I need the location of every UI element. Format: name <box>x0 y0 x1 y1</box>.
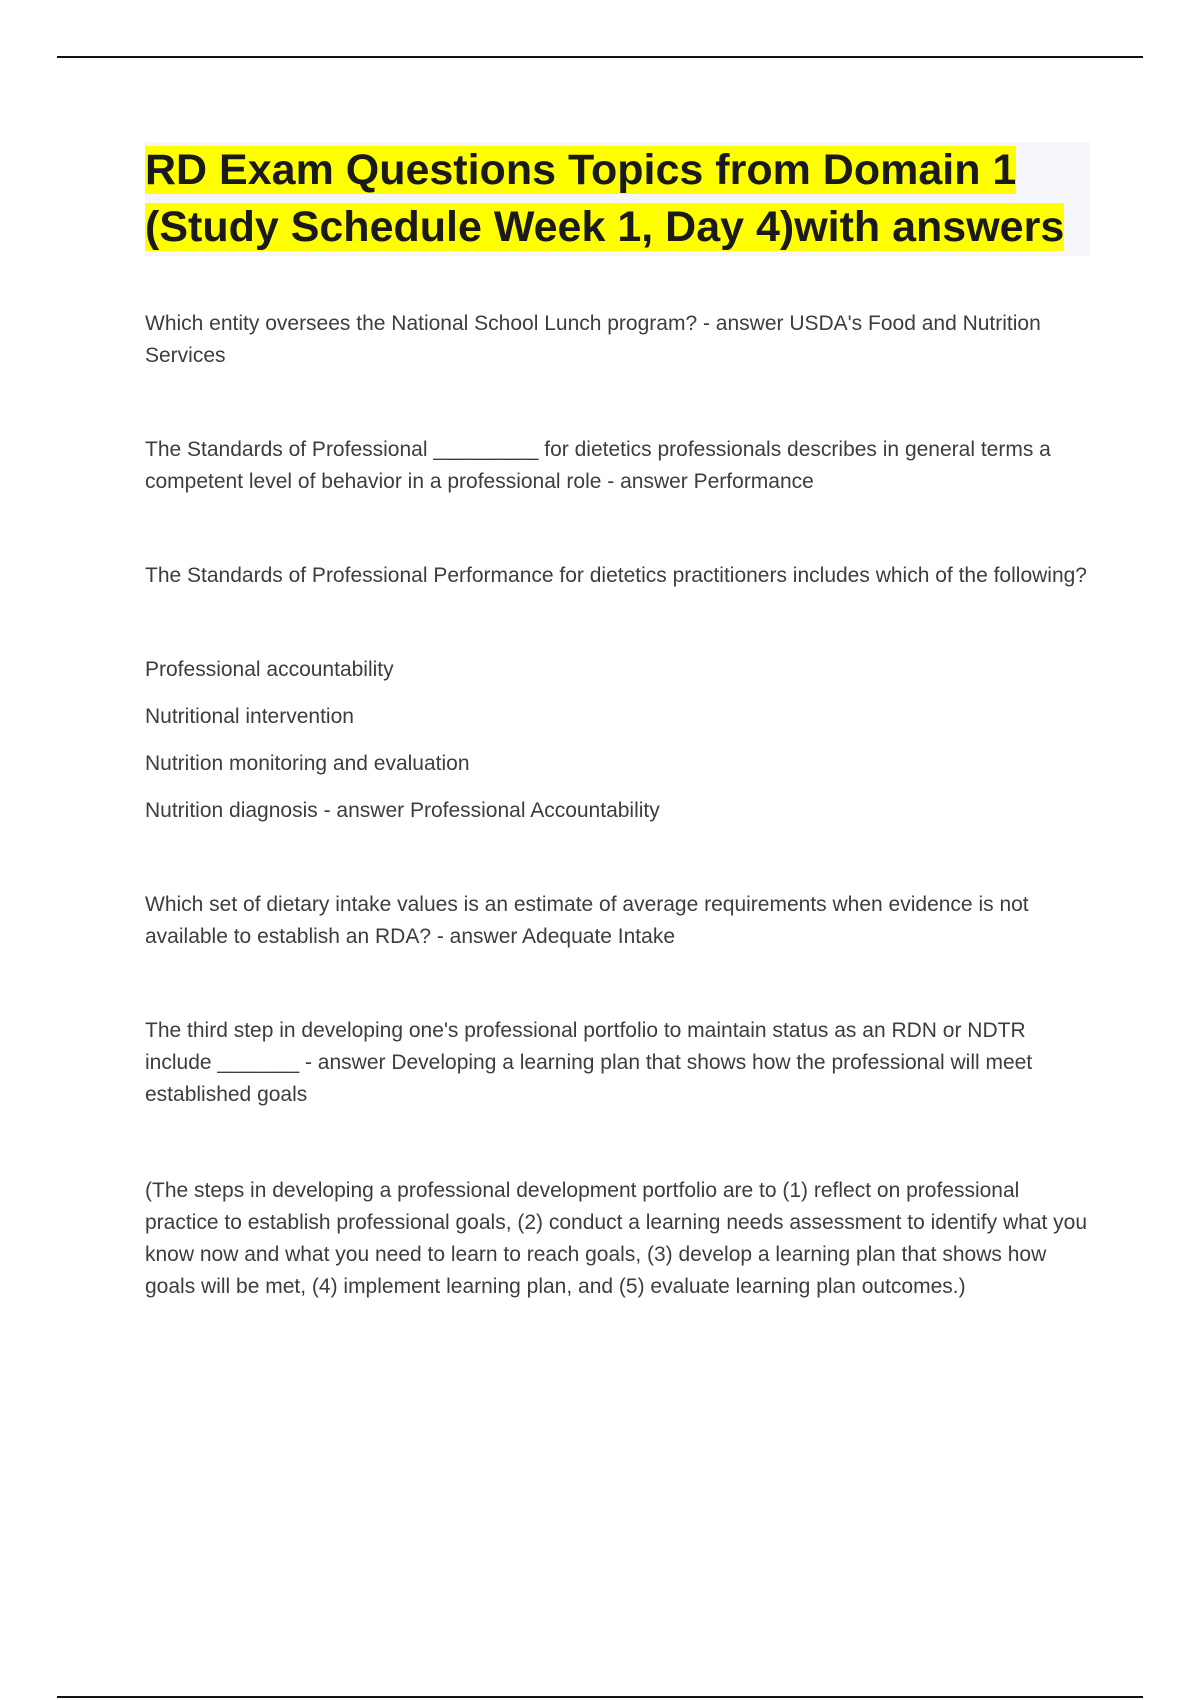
option-item: Nutrition diagnosis - answer Professional Accountability <box>145 799 660 822</box>
question-3-text: The Standards of Professional Performance for dietetics practitioners includes which of the following? <box>145 564 1087 587</box>
explanation-note <box>145 1175 1090 1303</box>
explanation-text: (The steps in developing a professional development portfolio are to (1) reflect on professional practice to establish professional goals, (2) conduct a learning needs assessment to identify what you know now and what you need to learn to reach goals, (3) develop a learning plan that shows how goals will be met, (4) implement learning plan, and (5) evaluate learning plan outcomes.) <box>145 1179 1088 1298</box>
option-item: Nutrition monitoring and evaluation <box>145 752 470 775</box>
question-2-text: The Standards of Professional _________ for dietetics professionals describes in general terms a competent level of behavior in a professional role - answer Performance <box>145 438 1051 493</box>
question-1-text: Which entity oversees the National School Lunch program? - answer USDA's Food and Nutrition Services <box>145 312 1041 367</box>
question-5-text: The third step in developing one's professional portfolio to maintain status as an RDN or NDTR include _______ - answer Developing a learning plan that shows how the professional will meet established goals <box>145 1019 1033 1106</box>
question-4 <box>145 889 1090 953</box>
option-item: Nutritional intervention <box>145 705 354 728</box>
question-3-options <box>145 654 1090 827</box>
question-5 <box>145 1015 1090 1111</box>
title-block <box>145 142 1090 256</box>
question-1 <box>145 308 1090 372</box>
top-rule <box>57 56 1143 58</box>
page-content <box>145 142 1090 1365</box>
question-2 <box>145 434 1090 498</box>
bottom-rule <box>57 1696 1143 1698</box>
document-title <box>145 142 1090 256</box>
option-item: Professional accountability <box>145 658 394 681</box>
question-4-text: Which set of dietary intake values is an estimate of average requirements when evidence is not available to establish an RDA? - answer Adequate Intake <box>145 893 1029 948</box>
question-3 <box>145 560 1090 592</box>
title-highlight: RD Exam Questions Topics from Domain 1 (Study Schedule Week 1, Day 4)with answers <box>145 146 1065 251</box>
